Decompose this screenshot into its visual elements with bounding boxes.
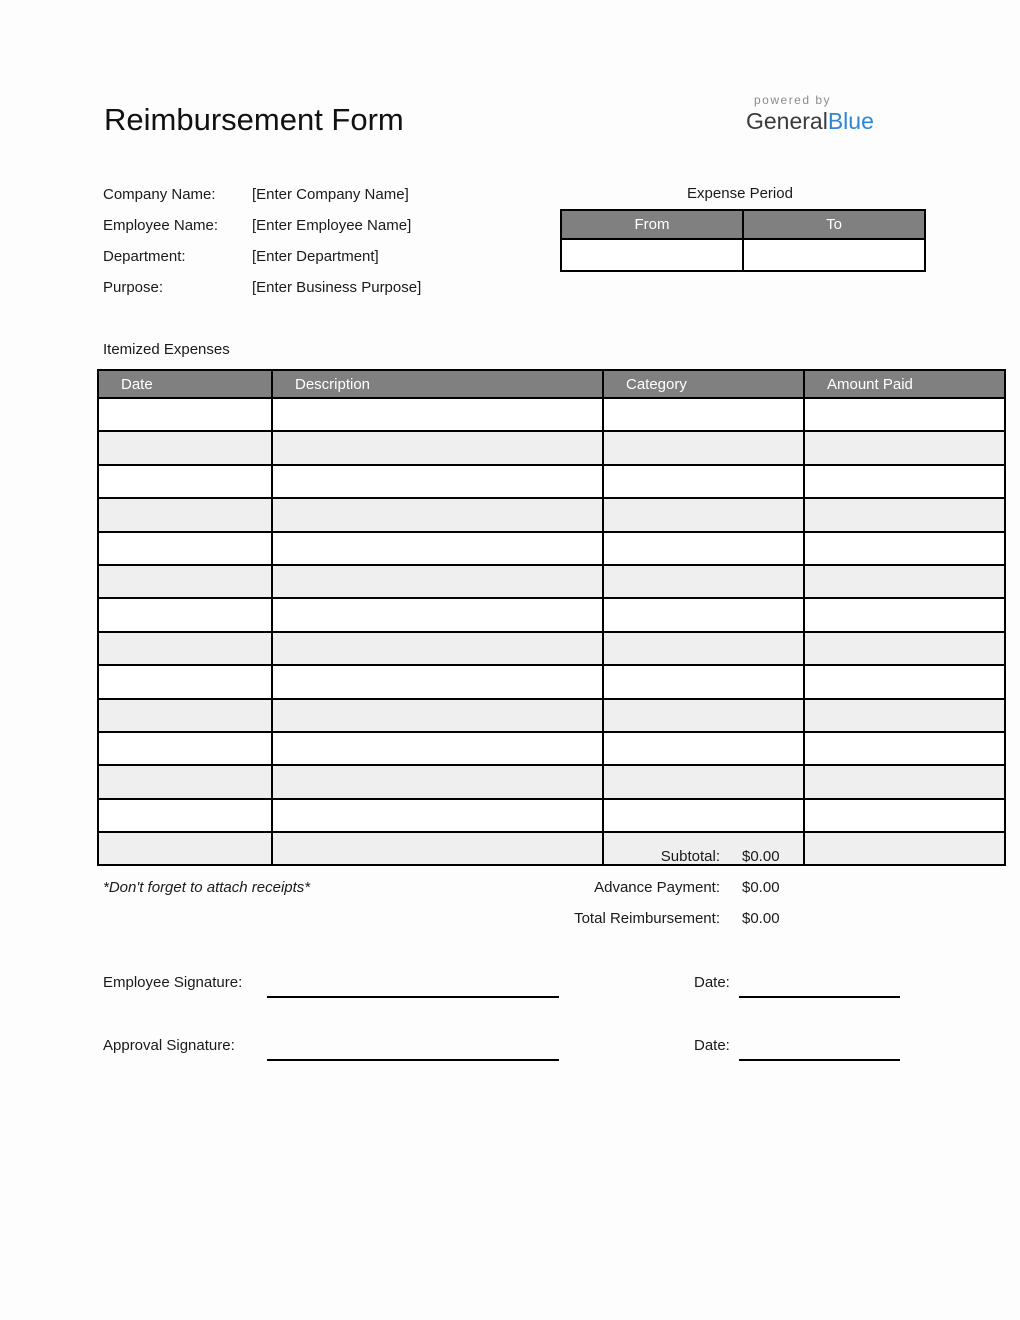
- company-name-label: Company Name:: [103, 186, 216, 203]
- approval-date-line[interactable]: [739, 1037, 900, 1061]
- subtotal-row: [0, 848, 1020, 879]
- expense-cell[interactable]: [98, 665, 272, 698]
- expense-cell[interactable]: [98, 431, 272, 464]
- purpose-value[interactable]: [Enter Business Purpose]: [252, 279, 422, 296]
- powered-by-label: powered by: [754, 93, 832, 107]
- employee-name-row: [103, 217, 421, 248]
- subtotal-value: $0.00: [742, 848, 780, 865]
- total-reimbursement-label: Total Reimbursement:: [574, 910, 720, 927]
- itemized-expenses-table: [97, 369, 1006, 866]
- employee-name-value[interactable]: [Enter Employee Name]: [252, 217, 412, 234]
- expense-cell[interactable]: [804, 632, 1005, 665]
- expense-row: [98, 532, 1005, 565]
- expense-cell[interactable]: [272, 732, 603, 765]
- expense-cell[interactable]: [804, 565, 1005, 598]
- company-name-row: [103, 186, 421, 217]
- header-fields: [103, 186, 421, 310]
- expense-cell[interactable]: [272, 665, 603, 698]
- expense-cell[interactable]: [272, 799, 603, 832]
- department-row: [103, 248, 421, 279]
- category-column-header: Category: [603, 370, 804, 398]
- expense-period-value-row: [561, 239, 925, 271]
- amount-paid-column-header: Amount Paid: [804, 370, 1005, 398]
- expense-row: [98, 799, 1005, 832]
- brand-general-text: General: [746, 108, 828, 134]
- expense-period-header-row: [561, 210, 925, 239]
- purpose-row: [103, 279, 421, 310]
- expense-cell[interactable]: [272, 532, 603, 565]
- approval-signature-label: Approval Signature:: [103, 1037, 235, 1054]
- purpose-label: Purpose:: [103, 279, 164, 296]
- expense-cell[interactable]: [603, 632, 804, 665]
- expense-cell[interactable]: [804, 398, 1005, 431]
- expense-cell[interactable]: [804, 532, 1005, 565]
- expense-period-title: Expense Period: [687, 185, 793, 202]
- expense-row: [98, 431, 1005, 464]
- expense-cell[interactable]: [272, 699, 603, 732]
- itemized-expenses-title: Itemized Expenses: [103, 341, 230, 358]
- expense-cell[interactable]: [804, 732, 1005, 765]
- expense-cell[interactable]: [603, 565, 804, 598]
- expense-cell[interactable]: [804, 765, 1005, 798]
- advance-payment-value: $0.00: [742, 879, 780, 896]
- expense-row: [98, 598, 1005, 631]
- brand-name: [746, 108, 921, 135]
- employee-signature-line[interactable]: [267, 974, 559, 998]
- expense-period-from-cell[interactable]: [561, 239, 743, 271]
- employee-signature-label: Employee Signature:: [103, 974, 243, 991]
- department-value[interactable]: [Enter Department]: [252, 248, 379, 265]
- expense-cell[interactable]: [804, 465, 1005, 498]
- expense-cell[interactable]: [98, 632, 272, 665]
- date-column-header: Date: [98, 370, 272, 398]
- expense-cell[interactable]: [98, 598, 272, 631]
- expense-cell[interactable]: [603, 398, 804, 431]
- expense-row: [98, 398, 1005, 431]
- expense-cell[interactable]: [272, 765, 603, 798]
- expense-row: [98, 465, 1005, 498]
- employee-date-line[interactable]: [739, 974, 900, 998]
- expense-cell[interactable]: [603, 665, 804, 698]
- expense-cell[interactable]: [804, 699, 1005, 732]
- expense-period-from-header: From: [561, 210, 743, 239]
- employee-signature-row: [0, 974, 1020, 1000]
- expense-cell[interactable]: [603, 598, 804, 631]
- expense-cell[interactable]: [804, 799, 1005, 832]
- itemized-header-row: [98, 370, 1005, 398]
- expense-cell[interactable]: [603, 732, 804, 765]
- expense-cell[interactable]: [98, 398, 272, 431]
- expense-row: [98, 665, 1005, 698]
- expense-cell[interactable]: [603, 431, 804, 464]
- expense-row: [98, 565, 1005, 598]
- expense-cell[interactable]: [98, 799, 272, 832]
- expense-row: [98, 498, 1005, 531]
- expense-row: [98, 699, 1005, 732]
- attach-receipts-note: *Don't forget to attach receipts*: [103, 879, 311, 896]
- expense-row: [98, 732, 1005, 765]
- expense-cell[interactable]: [98, 732, 272, 765]
- expense-cell[interactable]: [804, 598, 1005, 631]
- expense-cell[interactable]: [98, 699, 272, 732]
- subtotal-label: Subtotal:: [660, 848, 720, 865]
- expense-cell[interactable]: [603, 465, 804, 498]
- expense-cell[interactable]: [603, 498, 804, 531]
- approval-signature-row: [0, 1037, 1020, 1063]
- expense-row: [98, 765, 1005, 798]
- expense-cell[interactable]: [804, 431, 1005, 464]
- expense-cell[interactable]: [98, 465, 272, 498]
- expense-cell[interactable]: [804, 665, 1005, 698]
- expense-cell[interactable]: [272, 498, 603, 531]
- approval-signature-line[interactable]: [267, 1037, 559, 1061]
- company-name-value[interactable]: [Enter Company Name]: [252, 186, 409, 203]
- expense-period-table: [560, 209, 926, 272]
- expense-cell[interactable]: [272, 598, 603, 631]
- expense-cell[interactable]: [272, 465, 603, 498]
- expense-period-to-cell[interactable]: [743, 239, 925, 271]
- expense-cell[interactable]: [804, 498, 1005, 531]
- expense-cell[interactable]: [603, 799, 804, 832]
- expense-cell[interactable]: [603, 699, 804, 732]
- approval-date-label: Date:: [694, 1037, 730, 1054]
- expense-cell[interactable]: [603, 765, 804, 798]
- total-reimbursement-row: [0, 910, 1020, 941]
- expense-cell[interactable]: [272, 632, 603, 665]
- department-label: Department:: [103, 248, 186, 265]
- expense-period-to-header: To: [743, 210, 925, 239]
- expense-cell[interactable]: [98, 498, 272, 531]
- employee-date-label: Date:: [694, 974, 730, 991]
- brand-blue-text: Blue: [827, 108, 874, 134]
- expense-cell[interactable]: [98, 765, 272, 798]
- expense-cell[interactable]: [603, 532, 804, 565]
- expense-cell[interactable]: [272, 431, 603, 464]
- description-column-header: Description: [272, 370, 603, 398]
- expense-cell[interactable]: [98, 565, 272, 598]
- advance-payment-label: Advance Payment:: [594, 879, 720, 896]
- expense-cell[interactable]: [272, 565, 603, 598]
- expense-table-body: [98, 398, 1005, 865]
- brand-logo: [746, 93, 921, 135]
- employee-name-label: Employee Name:: [103, 217, 219, 234]
- expense-cell[interactable]: [272, 398, 603, 431]
- expense-row: [98, 632, 1005, 665]
- expense-cell[interactable]: [98, 532, 272, 565]
- page-title: Reimbursement Form: [104, 102, 404, 137]
- total-reimbursement-value: $0.00: [742, 910, 780, 927]
